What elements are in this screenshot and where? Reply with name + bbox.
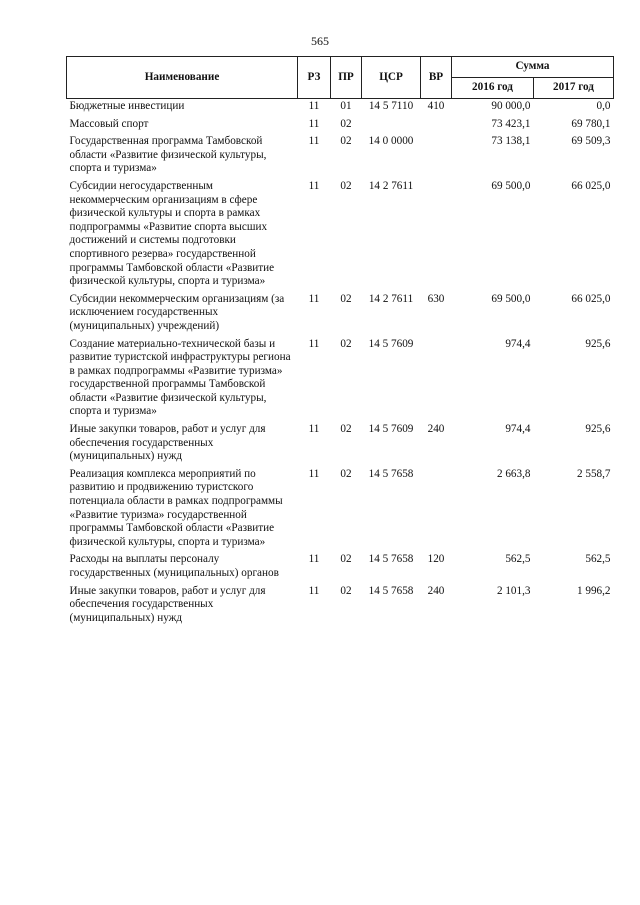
table-header <box>67 57 614 99</box>
header-csr: ЦСР <box>362 57 421 99</box>
header-2017: 2017 год <box>534 78 614 99</box>
row-vr: 240 <box>427 423 445 436</box>
row-rz: 11 <box>308 584 320 597</box>
table-row <box>67 117 614 135</box>
row-csr: 14 5 7110 <box>368 100 414 112</box>
row-sum-2017: 66 025,0 <box>571 292 611 305</box>
row-name: Массовый спорт <box>69 117 149 130</box>
row-pr: 02 <box>340 135 352 148</box>
row-sum-2017: 69 780,1 <box>571 117 611 130</box>
row-rz: 11 <box>308 135 320 148</box>
row-name: Государственная программа Тамбовской области «Развитие физической культуры, спорта и туризма» <box>69 135 267 175</box>
row-name: Субсидии негосударственным некоммерческим организациям в сфере физической культуры и спорта в рамках подпрограммы «Развитие спорта высших достижений и системы подготовки спортивного резерва» государственной программы Тамбовской области «Развитие физической культуры, спорта и туризма» <box>69 179 275 288</box>
row-sum-2016: 2 663,8 <box>496 467 531 480</box>
row-sum-2016: 974,4 <box>505 337 531 350</box>
row-sum-2017: 69 509,3 <box>571 135 611 148</box>
row-sum-2016: 2 101,3 <box>496 584 531 597</box>
row-sum-2016: 90 000,0 <box>491 100 531 112</box>
row-name: Иные закупки товаров, работ и услуг для обеспечения государственных (муниципальных) нужд <box>69 423 266 463</box>
row-vr: 410 <box>427 100 445 112</box>
row-csr: 14 5 7609 <box>368 423 414 436</box>
budget-table <box>66 56 614 628</box>
row-csr: 14 5 7609 <box>368 337 414 350</box>
row-sum-2016: 974,4 <box>505 423 531 436</box>
row-vr <box>421 134 452 179</box>
row-pr: 02 <box>340 467 352 480</box>
header-rz: РЗ <box>298 57 331 99</box>
row-rz: 11 <box>308 179 320 192</box>
row-pr: 02 <box>340 292 352 305</box>
row-sum-2017: 1 996,2 <box>576 584 611 597</box>
row-pr: 02 <box>340 584 352 597</box>
table-row <box>67 292 614 337</box>
row-csr: 14 0 0000 <box>368 135 414 148</box>
table-row <box>67 467 614 553</box>
row-pr: 02 <box>340 179 352 192</box>
row-csr: 14 2 7611 <box>368 179 414 192</box>
row-vr: 630 <box>427 292 445 305</box>
row-vr <box>421 117 452 135</box>
row-pr: 02 <box>340 553 352 566</box>
row-sum-2016: 562,5 <box>505 553 531 566</box>
table-row <box>67 99 614 117</box>
row-csr: 14 2 7611 <box>368 292 414 305</box>
row-sum-2016: 69 500,0 <box>491 179 531 192</box>
row-pr: 02 <box>340 423 352 436</box>
row-sum-2017: 66 025,0 <box>571 179 611 192</box>
page-number: 565 <box>311 34 329 48</box>
row-name: Создание материально-технической базы и развитие туристской инфраструктуры региона в рамках подпрограммы «Развитие туризма» государственной программы Тамбовской области «Развитие физической культуры, спорта и туризма» <box>69 337 291 418</box>
row-sum-2017: 562,5 <box>585 553 611 566</box>
row-rz: 11 <box>308 423 320 436</box>
row-csr: 14 5 7658 <box>368 584 414 597</box>
row-rz: 11 <box>308 467 320 480</box>
row-rz: 11 <box>308 117 320 130</box>
row-vr <box>421 337 452 423</box>
table-row <box>67 337 614 423</box>
row-rz: 11 <box>308 337 320 350</box>
row-vr <box>421 179 452 292</box>
row-name: Субсидии некоммерческим организациям (за исключением государственных (муниципальных) учреждений) <box>69 292 285 332</box>
row-pr: 01 <box>340 100 352 112</box>
table-row <box>67 179 614 292</box>
header-2016: 2016 год <box>452 78 534 99</box>
row-name: Иные закупки товаров, работ и услуг для обеспечения государственных (муниципальных) нужд <box>69 584 266 624</box>
row-pr: 02 <box>340 337 352 350</box>
row-name: Расходы на выплаты персоналу государственных (муниципальных) органов <box>69 553 279 579</box>
row-csr <box>362 117 421 135</box>
row-name: Реализация комплекса мероприятий по развитию и продвижению туристского потенциала области в рамках подпрограммы «Развитие туризма» государственной программы Тамбовской области «Развитие физической культуры, спорта и туризма» <box>69 467 283 548</box>
row-csr: 14 5 7658 <box>368 553 414 566</box>
row-pr: 02 <box>340 117 352 130</box>
row-rz: 11 <box>308 553 320 566</box>
table-row <box>67 422 614 467</box>
row-vr: 240 <box>427 584 445 597</box>
row-sum-2017: 2 558,7 <box>576 467 611 480</box>
row-rz: 11 <box>308 100 320 112</box>
row-sum-2017: 0,0 <box>596 100 611 112</box>
row-sum-2017: 925,6 <box>585 337 611 350</box>
header-vr: ВР <box>421 57 452 99</box>
row-sum-2016: 73 138,1 <box>491 135 531 148</box>
row-csr: 14 5 7658 <box>368 467 414 480</box>
row-vr <box>421 467 452 553</box>
table-row <box>67 134 614 179</box>
header-pr: ПР <box>331 57 362 99</box>
row-rz: 11 <box>308 292 320 305</box>
row-sum-2016: 69 500,0 <box>491 292 531 305</box>
row-vr: 120 <box>427 553 445 566</box>
table-row <box>67 584 614 629</box>
row-name: Бюджетные инвестиции <box>69 100 185 112</box>
row-sum-2017: 925,6 <box>585 423 611 436</box>
header-name: Наименование <box>67 57 298 99</box>
table-row <box>67 552 614 583</box>
row-sum-2016: 73 423,1 <box>491 117 531 130</box>
header-sum: Сумма <box>452 57 614 78</box>
table-body <box>67 99 614 629</box>
